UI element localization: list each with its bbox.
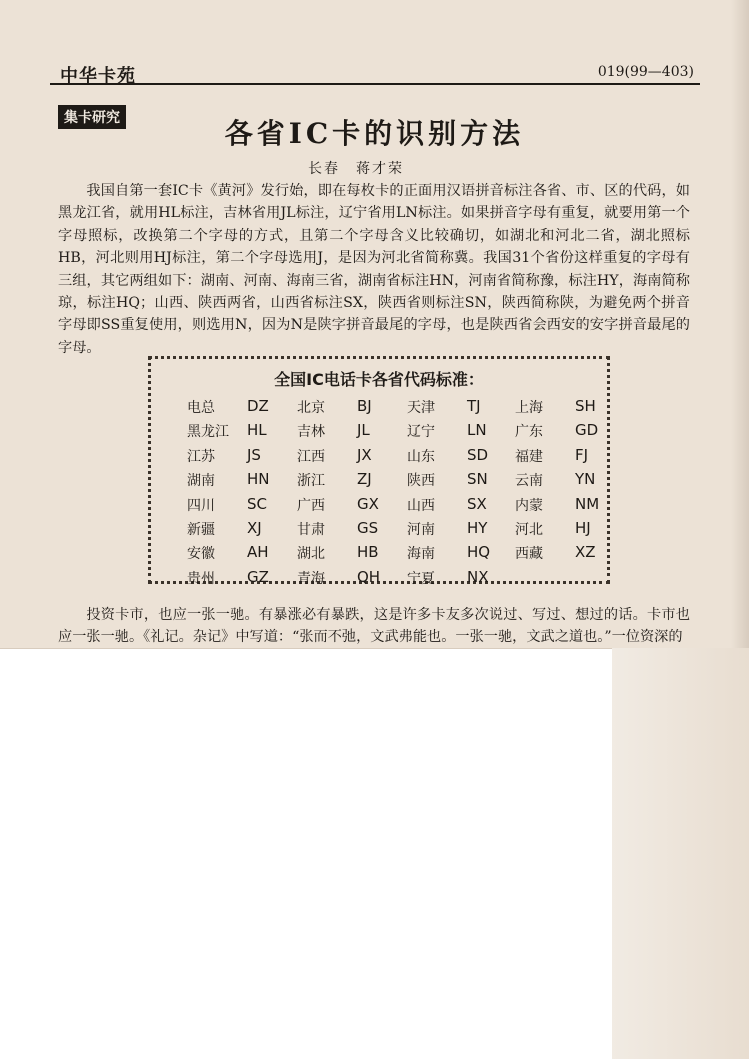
next-article-text: 投资卡市，也应一张一驰。有暴涨必有暴跌，这是许多卡友多次说过、写过、想过的话。卡市也应一张一驰。《礼记。杂记》中写道：“张而不弛，文武弗能也。一张一驰，文武之道也。”一位资深的 — [58, 607, 690, 646]
province-code: AH — [247, 543, 269, 562]
province-code: ZJ — [357, 470, 372, 489]
code-table-title: 全国IC电话卡各省代码标准： — [274, 370, 484, 389]
province-code: GD — [575, 421, 599, 440]
province-code: FJ — [575, 445, 589, 464]
province-name: 陕西 — [407, 473, 435, 490]
province-code: SD — [467, 445, 489, 464]
province-code: JS — [247, 445, 261, 464]
province-name: 安徽 — [187, 546, 215, 563]
province-name: 吉林 — [297, 424, 325, 441]
province-name — [515, 568, 575, 592]
article-body: 我国自第一套IC卡《黄河》发行始，即在每枚卡的正面用汉语拼音标注各省、市、区的代码，如黑龙江省，就用HL标注，吉林省用JL标注，辽宁省用LN标注。如果拼音字母有重复，就要用第一个字母照标，改换第二个字母的方式，且第二个字母含义比较确切，如湖北和河北二省，湖北照标HB，河北则用HJ标注，第二个字母选用J，是因为河北省简称冀。我国31个省份这样重复的字母有三组，其它两组如下：湖南、河南、海南三省，湖南省标注HN，河南省简称豫，标注HY，海南简称琼，标注HQ；山西、陕西两省，山西省标注SX，陕西省则标注SN，陕西简称陕，为避免两个拼音字母即SS重复使用，则选用N，因为N是陕字拼音最尾的字母，也是陕西省会西安的安字拼音最尾的字母。 — [58, 183, 690, 356]
province-name: 电总 — [187, 400, 215, 416]
province-code: NM — [575, 494, 600, 513]
province-code: JX — [357, 445, 372, 464]
province-name: 西藏 — [515, 546, 543, 563]
province-code: SX — [467, 494, 487, 513]
province-name: 河南 — [407, 521, 435, 538]
province-code: SC — [247, 494, 267, 513]
article-title: 各省IC卡的识别方法 — [224, 117, 525, 150]
province-name: 四川 — [187, 497, 215, 514]
province-name: 浙江 — [297, 473, 325, 490]
section-tag: 集卡研究 — [58, 105, 126, 129]
province-code: TJ — [467, 397, 481, 415]
page-edge-shadow — [731, 0, 749, 648]
code-table-grid — [187, 397, 615, 592]
province-code: GZ — [247, 567, 269, 586]
province-code: JL — [357, 421, 370, 440]
province-code: HN — [247, 470, 270, 489]
province-name: 江苏 — [187, 448, 215, 465]
province-code: HJ — [575, 518, 591, 537]
province-name: 天津 — [407, 400, 435, 416]
province-code: LN — [467, 421, 487, 440]
province-code: XJ — [247, 518, 262, 537]
article-author: 长春 蒋才荣 — [308, 161, 404, 177]
code-table-box — [148, 356, 610, 587]
header-rule — [50, 83, 700, 85]
province-name: 宁夏 — [407, 570, 435, 587]
province-name: 内蒙 — [515, 497, 543, 514]
province-name: 江西 — [297, 448, 325, 465]
province-code: HQ — [467, 543, 491, 562]
province-name: 辽宁 — [407, 424, 435, 441]
province-code: BJ — [357, 397, 372, 415]
province-name: 甘肃 — [297, 521, 325, 538]
page-code: 019(99—403) — [597, 64, 694, 80]
province-code: GS — [357, 518, 379, 537]
province-name: 黑龙江 — [187, 424, 229, 441]
province-name: 山西 — [407, 497, 435, 514]
province-name: 上海 — [515, 400, 543, 416]
province-code: QH — [357, 567, 381, 586]
province-code — [575, 568, 615, 592]
province-code: SN — [467, 470, 488, 489]
province-name: 广东 — [515, 424, 543, 441]
province-name: 广西 — [297, 497, 325, 514]
province-name: 云南 — [515, 473, 543, 490]
province-code: HL — [247, 421, 267, 440]
province-name: 海南 — [407, 546, 435, 563]
province-code: HB — [357, 543, 379, 562]
province-name: 青海 — [297, 570, 325, 587]
province-name: 福建 — [515, 448, 543, 465]
province-name: 河北 — [515, 521, 543, 538]
province-name: 山东 — [407, 448, 435, 465]
masthead: 中华卡苑 — [60, 66, 136, 87]
province-code: NX — [467, 567, 489, 586]
province-code: YN — [575, 470, 596, 489]
province-code: HY — [467, 518, 488, 537]
paper-strip — [612, 648, 749, 1059]
province-name: 贵州 — [187, 570, 215, 587]
province-name: 北京 — [297, 400, 325, 416]
province-name: 新疆 — [187, 521, 215, 538]
province-name: 湖南 — [187, 473, 215, 490]
province-code: DZ — [247, 397, 269, 415]
province-code: XZ — [575, 543, 596, 562]
province-code: SH — [575, 397, 596, 415]
province-code: GX — [357, 494, 379, 513]
province-name: 湖北 — [297, 546, 325, 563]
